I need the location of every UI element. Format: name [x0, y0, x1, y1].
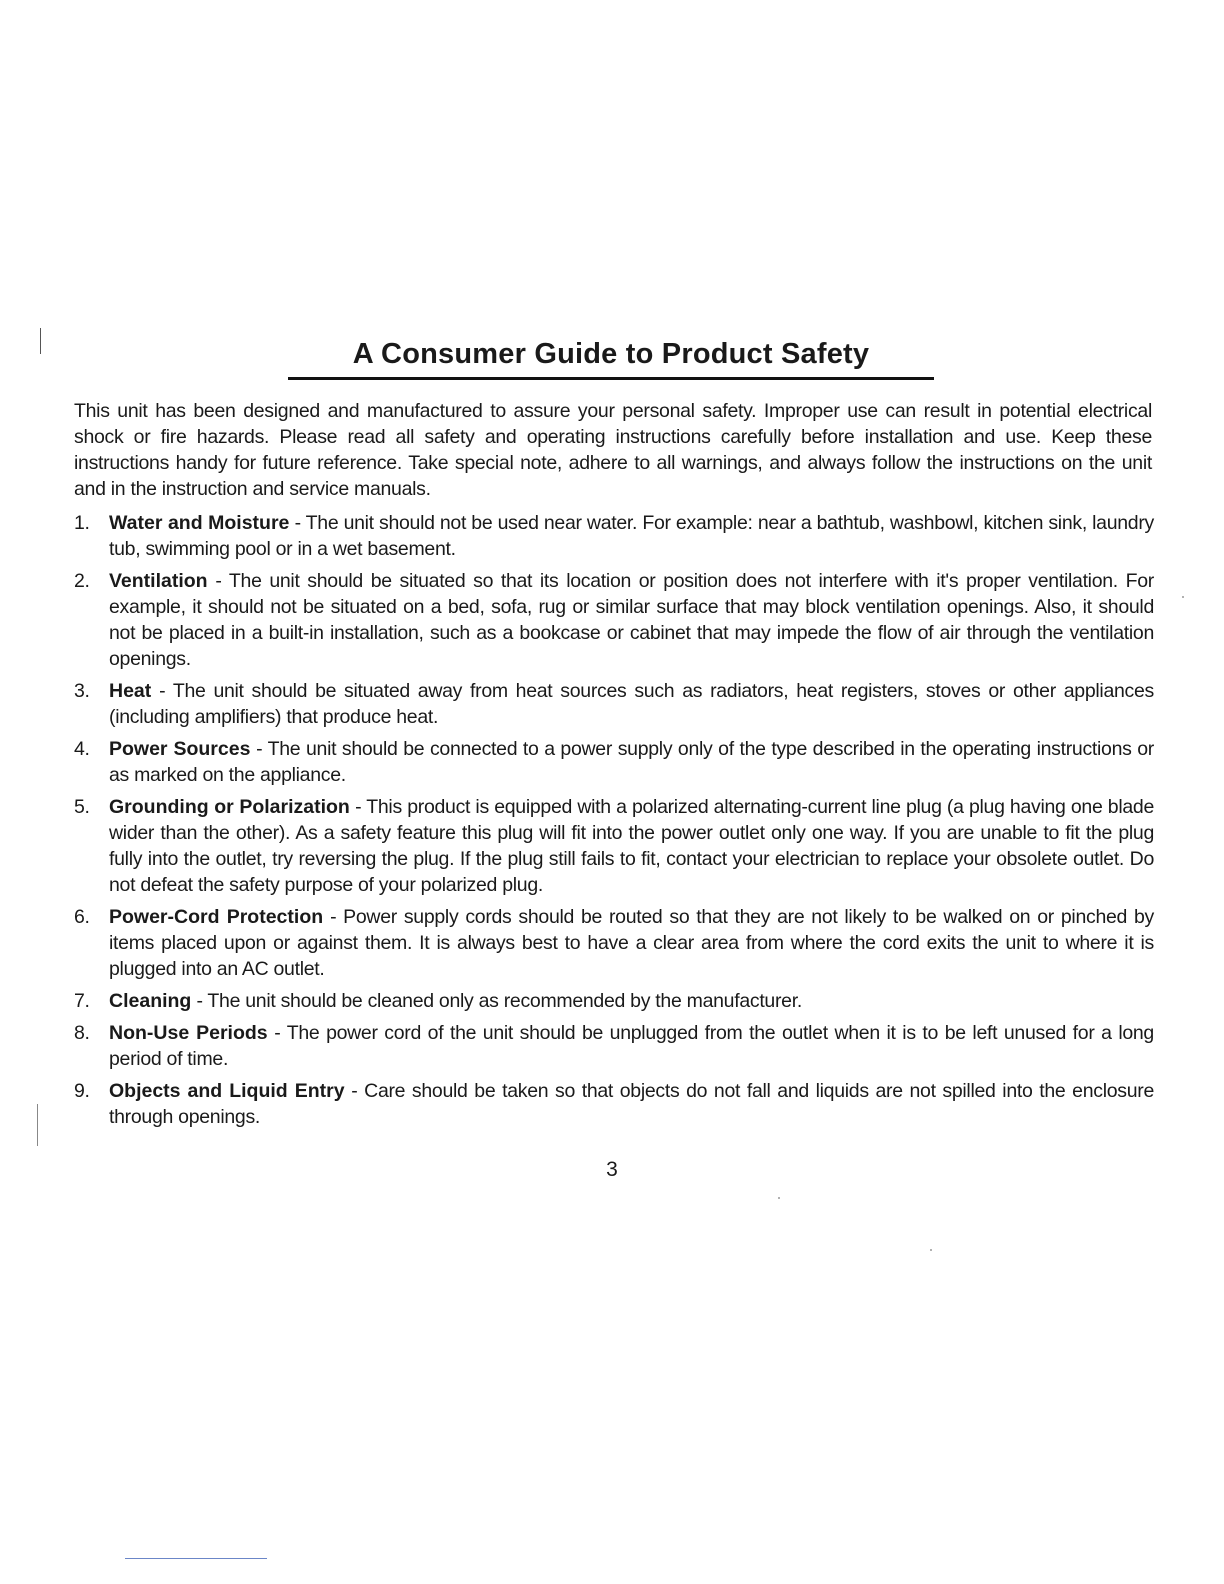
item-text: - This product is equipped with a polarized alternating-current line plug (a plug having one blade wider than the other). As a safety feature this plug will fit into the power outlet only one way. If you are unable to fit the plug fully into the outlet, try reversing the plug. If the plug still fails to fit, contact your electrician to replace your obsolete outlet. Do not defeat the safety purpose of your polarized plug. [109, 796, 1154, 896]
page-title: A Consumer Guide to Product Safety [288, 338, 934, 380]
scan-speck [930, 1249, 932, 1251]
item-heading: Objects and Liquid Entry [109, 1080, 345, 1102]
list-item [74, 510, 1154, 562]
list-item [74, 904, 1154, 982]
list-item [74, 1078, 1154, 1130]
scan-speck [1182, 596, 1184, 598]
item-text: - The unit should be situated so that its location or position does not interfere with it's proper ventilation. For example, it should not be situated on a bed, sofa, rug or similar surface that may block ventilation openings. Also, it should not be placed in a built-in installation, such as a bookcase or cabinet that may impede the flow of air through the ventilation openings. [109, 570, 1155, 670]
item-heading: Power-Cord Protection [109, 906, 324, 928]
item-text: - The power cord of the unit should be unplugged from the outlet when it is to be left unused for a long period of time. [109, 1022, 1154, 1070]
item-number: 6. [74, 906, 90, 928]
item-text: - Care should be taken so that objects do not fall and liquids are not spilled into the enclosure through openings. [109, 1080, 1155, 1128]
item-text: - Power supply cords should be routed so that they are not likely to be walked on or pinched by items placed upon or against them. It is always best to have a clear area from where the cord exits the unit to where it is plugged into an AC outlet. [109, 906, 1154, 980]
page-number: 3 [606, 1158, 618, 1181]
item-heading: Power Sources [109, 738, 251, 760]
item-number: 9. [74, 1080, 90, 1102]
list-item [74, 1020, 1154, 1072]
item-number: 7. [74, 990, 90, 1012]
item-heading: Heat [109, 680, 152, 702]
item-heading: Cleaning [109, 990, 192, 1012]
item-number: 8. [74, 1022, 90, 1044]
item-number: 5. [74, 796, 90, 818]
item-heading: Ventilation [109, 570, 208, 592]
item-text: - The unit should be cleaned only as recommended by the manufacturer. [196, 990, 802, 1012]
item-text: - The unit should be situated away from heat sources such as radiators, heat registers, stoves or other appliances (including amplifiers) that produce heat. [109, 680, 1154, 728]
list-item [74, 794, 1154, 898]
list-item [74, 988, 1154, 1014]
item-heading: Grounding or Polarization [109, 796, 350, 818]
list-item [74, 736, 1154, 788]
scan-speck [778, 1197, 780, 1199]
item-number: 1. [74, 512, 90, 534]
item-number: 4. [74, 738, 90, 760]
scan-edge-mark [125, 1558, 267, 1559]
intro-paragraph: This unit has been designed and manufactured to assure your personal safety. Improper use can result in potential electrical shock or fire hazards. Please read all safety and operating instructions carefully before installation and use. Keep these instructions handy for future reference. Take special note, adhere to all warnings, and always follow the instructions on the unit and in the instruction and service manuals. [74, 400, 1152, 500]
item-text: - The unit should be connected to a power supply only of the type described in the operating instructions or as marked on the appliance. [109, 738, 1155, 786]
item-number: 2. [74, 570, 90, 592]
scan-edge-mark [37, 1104, 38, 1146]
item-number: 3. [74, 680, 90, 702]
item-heading: Non-Use Periods [109, 1022, 268, 1044]
item-heading: Water and Moisture [109, 512, 290, 534]
item-text: - The unit should not be used near water. For example: near a bathtub, washbowl, kitchen sink, laundry tub, swimming pool or in a wet basement. [109, 512, 1154, 560]
list-item [74, 568, 1154, 672]
list-item [74, 678, 1154, 730]
scan-edge-mark [40, 328, 41, 354]
safety-list [74, 510, 1154, 1136]
